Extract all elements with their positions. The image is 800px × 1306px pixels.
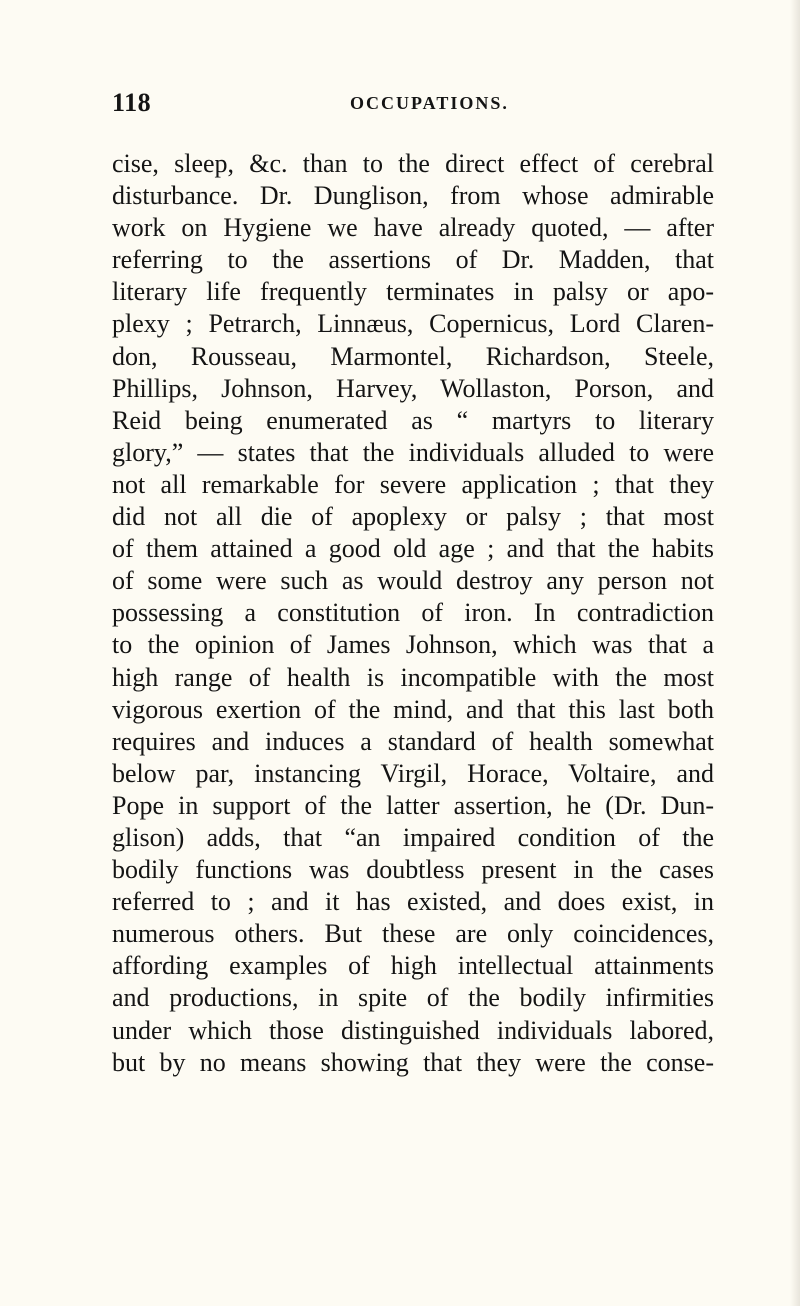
- text-line: work on Hygiene we have already quoted, — after: [112, 213, 714, 243]
- running-head: OCCUPATIONS.: [350, 93, 509, 113]
- text-line: numerous others. But these are only coincidences,: [112, 919, 714, 949]
- text-line: cise, sleep, &c. than to the direct effect of cerebral: [112, 149, 714, 178]
- text-line: of some were such as would destroy any person not: [112, 566, 714, 596]
- text-line: possessing a constitution of iron. In contradiction: [112, 598, 714, 628]
- text-line: vigorous exertion of the mind, and that this last both: [112, 694, 714, 724]
- text-line: high range of health is incompatible with the most: [112, 662, 714, 692]
- text-line: requires and induces a standard of health somewhat: [112, 726, 714, 756]
- text-line: glison) adds, that “an impaired condition of the: [112, 822, 714, 852]
- text-line: below par, instancing Virgil, Horace, Voltaire, and: [112, 758, 714, 788]
- text-line: referring to the assertions of Dr. Madden, that: [112, 245, 714, 275]
- page-number: 118: [112, 88, 152, 117]
- body-text: [112, 148, 714, 1079]
- text-line: referred to ; and it has existed, and does exist, in: [112, 887, 714, 917]
- text-line: affording examples of high intellectual attainments: [112, 951, 714, 981]
- text-line: not all remarkable for severe application ; that they: [112, 469, 714, 499]
- page-edge-shadow: [790, 0, 800, 1306]
- page-header: [112, 88, 712, 124]
- text-line: to the opinion of James Johnson, which was that a: [112, 630, 714, 660]
- text-line: bodily functions was doubtless present in the cases: [112, 855, 714, 885]
- text-line: Phillips, Johnson, Harvey, Wollaston, Porson, and: [112, 373, 714, 403]
- text-line: under which those distinguished individuals labored,: [112, 1015, 714, 1045]
- text-line: glory,” — states that the individuals alluded to were: [112, 437, 714, 467]
- text-line: disturbance. Dr. Dunglison, from whose admirable: [112, 181, 714, 211]
- text-line: did not all die of apoplexy or palsy ; that most: [112, 502, 714, 532]
- text-line: Reid being enumerated as “ martyrs to literary: [112, 405, 714, 435]
- text-line: don, Rousseau, Marmontel, Richardson, Steele,: [112, 341, 714, 371]
- text-line: Pope in support of the latter assertion, he (Dr. Dun-: [112, 790, 714, 820]
- text-line: plexy ; Petrarch, Linnæus, Copernicus, Lord Claren-: [112, 309, 714, 339]
- text-line: of them attained a good old age ; and that the habits: [112, 534, 714, 564]
- text-line: and productions, in spite of the bodily infirmities: [112, 983, 714, 1013]
- text-line: but by no means showing that they were the conse-: [112, 1047, 714, 1077]
- text-line: literary life frequently terminates in palsy or apo-: [112, 277, 714, 307]
